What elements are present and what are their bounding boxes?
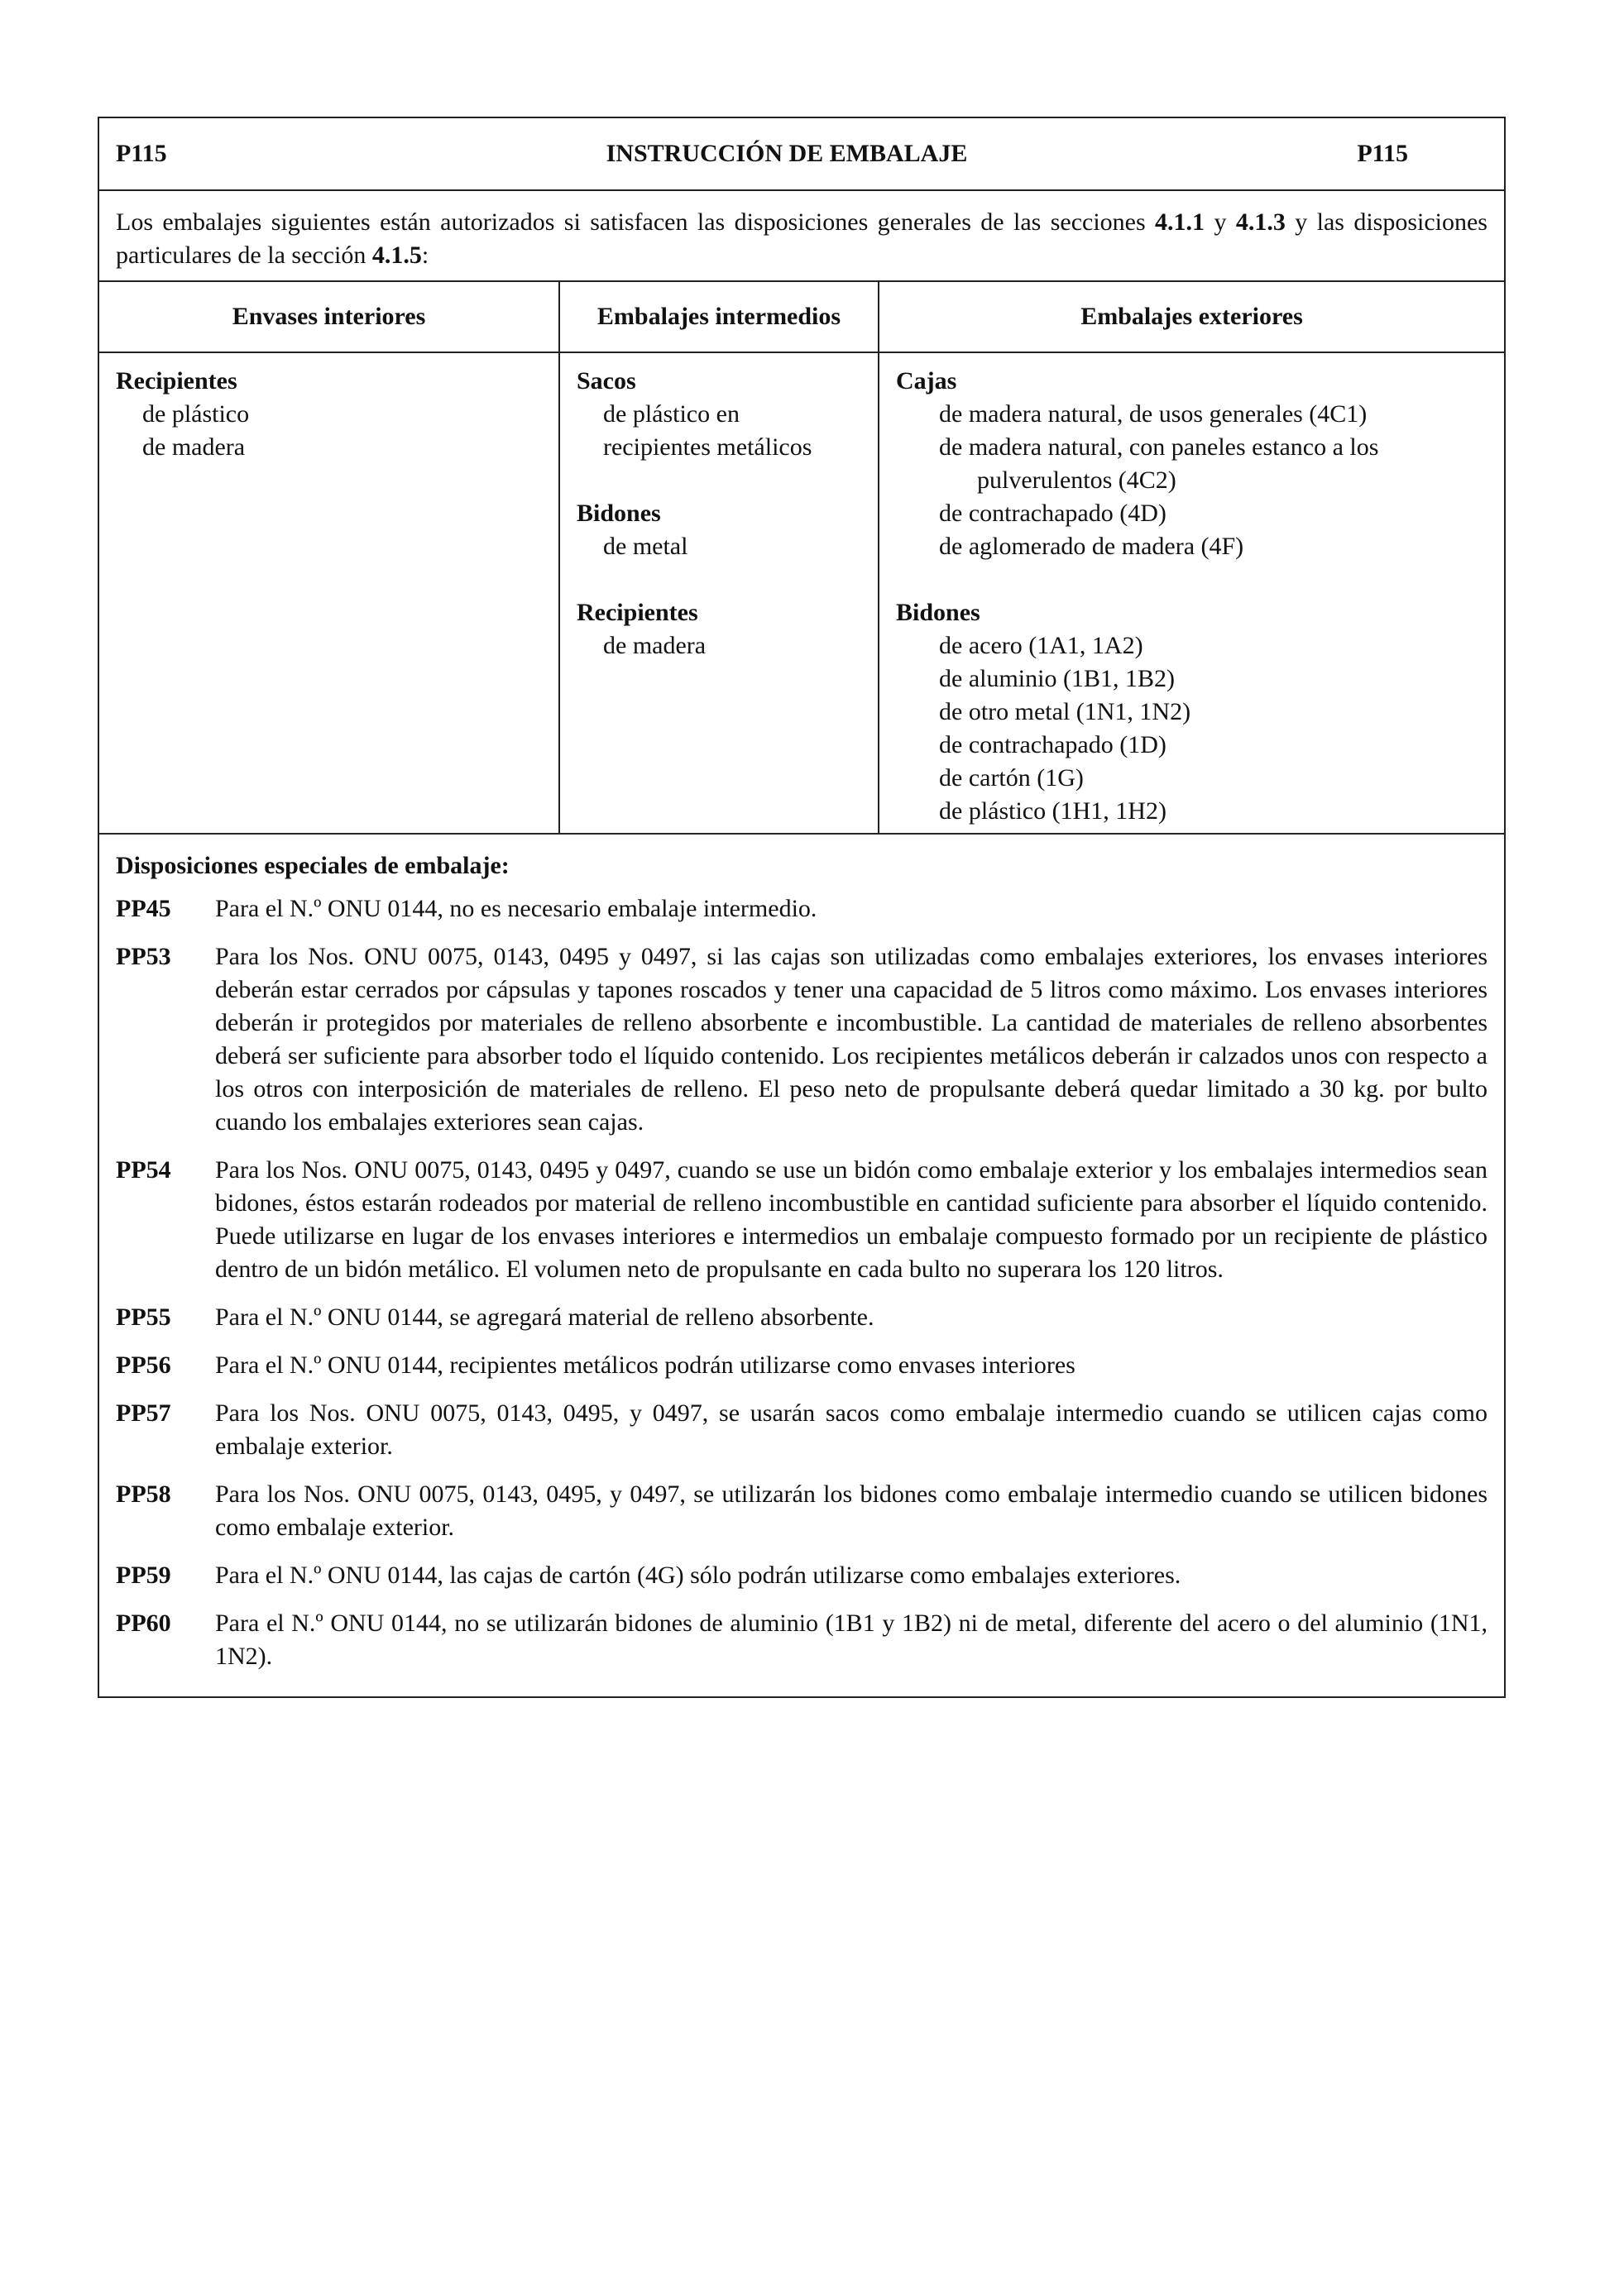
- packaging-columns: [99, 282, 1504, 833]
- provision-code: PP57: [116, 1399, 171, 1427]
- provision-text: Para el N.º ONU 0144, recipientes metálicos podrán utilizarse como envases interiores: [215, 1351, 1075, 1379]
- column-heading-outer: Embalajes exteriores: [878, 282, 1504, 353]
- provision-code: PP54: [116, 1156, 171, 1184]
- provision-code: PP58: [116, 1480, 171, 1508]
- packaging-item: de plástico (1H1, 1H2): [939, 797, 1167, 825]
- column-intermediate: [558, 353, 878, 833]
- packaging-group: [116, 365, 542, 464]
- instruction-code-left: P115: [116, 140, 167, 167]
- packaging-item: de metal: [603, 533, 688, 560]
- packaging-item: de aluminio (1B1, 1B2): [939, 665, 1175, 692]
- packaging-item: de contrachapado (1D): [939, 731, 1167, 758]
- packaging-item: de plástico en: [603, 400, 740, 428]
- special-provisions-title: Disposiciones especiales de embalaje:: [116, 852, 510, 879]
- provision-code: PP60: [116, 1610, 171, 1637]
- provision-item: [116, 940, 1487, 1139]
- column-heading-inner: Envases interiores: [99, 282, 558, 353]
- intro-text: Los embalajes siguientes están autorizados si satisfacen las disposiciones generales de las secciones: [116, 208, 1156, 236]
- provision-item: [116, 1559, 1487, 1592]
- provision-item: [116, 892, 1487, 926]
- provision-item: [116, 1478, 1487, 1544]
- packing-instruction-table: [98, 117, 1506, 1698]
- provision-item: [116, 1349, 1487, 1382]
- provision-code: PP55: [116, 1303, 171, 1331]
- intro-text: :: [421, 242, 429, 269]
- packaging-item: de acero (1A1, 1A2): [939, 632, 1143, 659]
- provision-text: Para el N.º ONU 0144, las cajas de cartón (4G) sólo podrán utilizarse como embalajes exteriores.: [215, 1562, 1181, 1589]
- packaging-item: de aglomerado de madera (4F): [939, 533, 1244, 560]
- provision-item: [116, 1154, 1487, 1286]
- provision-text: Para los Nos. ONU 0075, 0143, 0495, y 0497, se usarán sacos como embalaje intermedio cuando se utilicen cajas como embalaje exterior.: [215, 1399, 1487, 1460]
- provision-code: PP45: [116, 895, 171, 922]
- packaging-item: de otro metal (1N1, 1N2): [939, 698, 1191, 725]
- intro-text: y las disposiciones particulares de la sección: [116, 208, 1487, 269]
- provision-item: [116, 1301, 1487, 1334]
- packaging-item: de madera natural, con paneles estanco a los: [939, 433, 1379, 461]
- instruction-title: INSTRUCCIÓN DE EMBALAJE: [606, 140, 968, 167]
- provision-text: Para el N.º ONU 0144, no es necesario embalaje intermedio.: [215, 895, 817, 922]
- section-ref: 4.1.3: [1235, 208, 1286, 236]
- instruction-code-right: P115: [1357, 140, 1408, 167]
- packaging-item: recipientes metálicos: [603, 433, 812, 461]
- column-outer: [878, 353, 1504, 833]
- group-title: Bidones: [896, 599, 980, 626]
- provision-code: PP56: [116, 1351, 171, 1379]
- packaging-item: de madera: [142, 433, 246, 461]
- intro-paragraph: [99, 191, 1504, 282]
- provision-text: Para el N.º ONU 0144, no se utilizarán bidones de aluminio (1B1 y 1B2) ni de metal, diferente del acero o del aluminio (1N1, 1N2).: [215, 1610, 1487, 1670]
- header-row: [99, 118, 1504, 191]
- provision-text: Para los Nos. ONU 0075, 0143, 0495, y 0497, se utilizarán los bidones como embalaje intermedio cuando se utilicen bidones como embalaje exterior.: [215, 1480, 1487, 1541]
- special-provisions: [99, 833, 1504, 1696]
- intro-text: y: [1205, 208, 1236, 236]
- provision-code: PP53: [116, 943, 171, 970]
- packaging-item: pulverulentos (4C2): [977, 466, 1176, 494]
- group-title: Bidones: [577, 500, 661, 527]
- column-heading-intermediate: Embalajes intermedios: [558, 282, 878, 353]
- provision-code: PP59: [116, 1562, 171, 1589]
- packaging-group: [577, 497, 861, 563]
- group-title: Cajas: [896, 367, 957, 395]
- provision-text: Para el N.º ONU 0144, se agregará material de relleno absorbente.: [215, 1303, 874, 1331]
- provision-text: Para los Nos. ONU 0075, 0143, 0495 y 0497, cuando se use un bidón como embalaje exterior y los embalajes intermedios sean bidones, éstos estarán rodeados por material de relleno incombustible en cantidad suficiente para absorber el líquido contenido. Puede utilizarse en lugar de los envases interiores e intermedios un embalaje compuesto formado por un recipiente de plástico dentro de un bidón metálico. El volumen neto de propulsante en cada bulto no superara los 120 litros.: [215, 1156, 1487, 1283]
- packaging-group: [577, 596, 861, 662]
- group-title: Sacos: [577, 367, 636, 395]
- packaging-item: de madera: [603, 632, 707, 659]
- section-ref: 4.1.5: [371, 242, 422, 269]
- packaging-item: de contrachapado (4D): [939, 500, 1167, 527]
- provision-text: Para los Nos. ONU 0075, 0143, 0495 y 0497, si las cajas son utilizadas como embalajes exteriores, los envases interiores deberán estar cerrados por cápsulas y tapones roscados y tener una capacidad de 5 litros como máximo. Los envases interiores deberán ir protegidos por materiales de relleno absorbente e incombustible. La cantidad de materiales de relleno absorbentes deberá ser suficiente para absorber todo el líquido contenido. Los recipientes metálicos deberán ir calzados unos con respecto a los otros con interposición de materiales de relleno. El peso neto de propulsante deberá quedar limitado a 30 kg. por bulto cuando los embalajes exteriores sean cajas.: [215, 943, 1487, 1136]
- packaging-item: de cartón (1G): [939, 764, 1084, 792]
- provision-item: [116, 1607, 1487, 1673]
- packaging-item: de madera natural, de usos generales (4C1): [939, 400, 1368, 428]
- column-inner: [99, 353, 558, 833]
- provision-item: [116, 1397, 1487, 1463]
- packaging-group: [577, 365, 861, 464]
- packaging-group: [896, 365, 1487, 563]
- section-ref: 4.1.1: [1155, 208, 1205, 236]
- packaging-group: [896, 596, 1487, 828]
- group-title: Recipientes: [116, 367, 237, 395]
- packaging-item: de plástico: [142, 400, 250, 428]
- group-title: Recipientes: [577, 599, 698, 626]
